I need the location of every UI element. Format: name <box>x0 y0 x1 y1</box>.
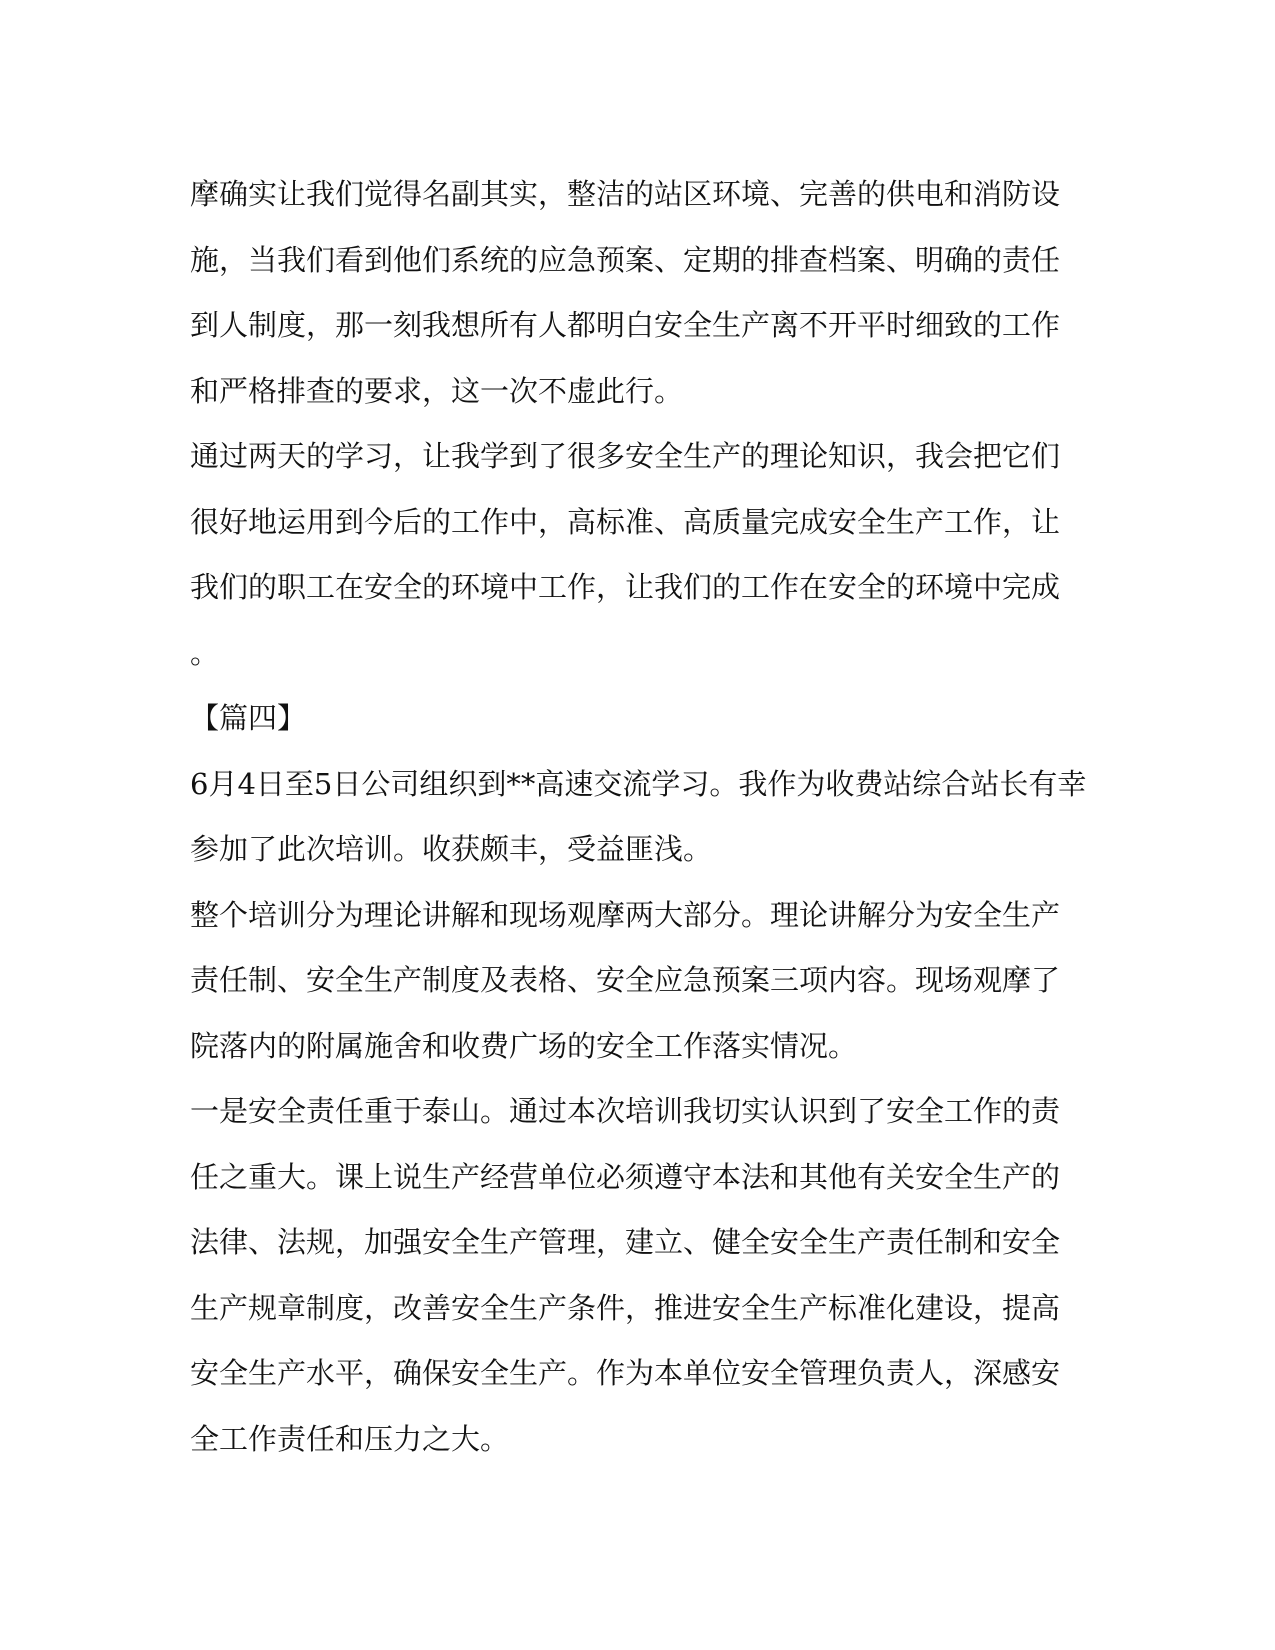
text-line: 院落内的附属施舍和收费广场的安全工作落实情况。 <box>190 1028 858 1063</box>
text-line: 全工作责任和压力之大。 <box>190 1421 510 1456</box>
section-heading: 【篇四】 <box>190 701 307 735</box>
text-line: 很好地运用到今后的工作中，高标准、高质量完成安全生产工作，让 <box>190 504 1061 539</box>
text-line: 摩确实让我们觉得名副其实，整洁的站区环境、完善的供电和消防设 <box>190 177 1061 211</box>
text-line: 一是安全责任重于泰山。通过本次培训我切实认识到了安全工作的责 <box>190 1094 1061 1128</box>
text-line: 6月4日至5日公司组织到**高速交流学习。我作为收费站综合站长有幸 <box>190 766 1087 801</box>
text-line: 安全生产水平，确保安全生产。作为本单位安全管理负责人，深感安 <box>190 1356 1061 1390</box>
text-line: 任之重大。课上说生产经营单位必须遵守本法和其他有关安全生产的 <box>190 1159 1061 1194</box>
text-line: 。 <box>190 635 220 670</box>
text-line: 生产规章制度，改善安全生产条件，推进安全生产标准化建设，提高 <box>190 1290 1061 1325</box>
text-line: 法律、法规，加强安全生产管理，建立、健全安全生产责任制和安全 <box>190 1225 1061 1259</box>
text-line: 通过两天的学习，让我学到了很多安全生产的理论知识，我会把它们 <box>190 439 1061 473</box>
text-line: 整个培训分为理论讲解和现场观摩两大部分。理论讲解分为安全生产 <box>190 897 1061 932</box>
text-line: 责任制、安全生产制度及表格、安全应急预案三项内容。现场观摩了 <box>190 963 1061 997</box>
text-line: 施，当我们看到他们系统的应急预案、定期的排查档案、明确的责任 <box>190 242 1061 277</box>
text-line: 和严格排查的要求，这一次不虚此行。 <box>190 373 684 408</box>
text-line: 到人制度，那一刻我想所有人都明白安全生产离不开平时细致的工作 <box>190 308 1061 342</box>
body-text <box>190 162 1090 1472</box>
text-line: 参加了此次培训。收获颇丰，受益匪浅。 <box>190 832 713 866</box>
text-line: 我们的职工在安全的环境中工作，让我们的工作在安全的环境中完成 <box>190 570 1061 604</box>
